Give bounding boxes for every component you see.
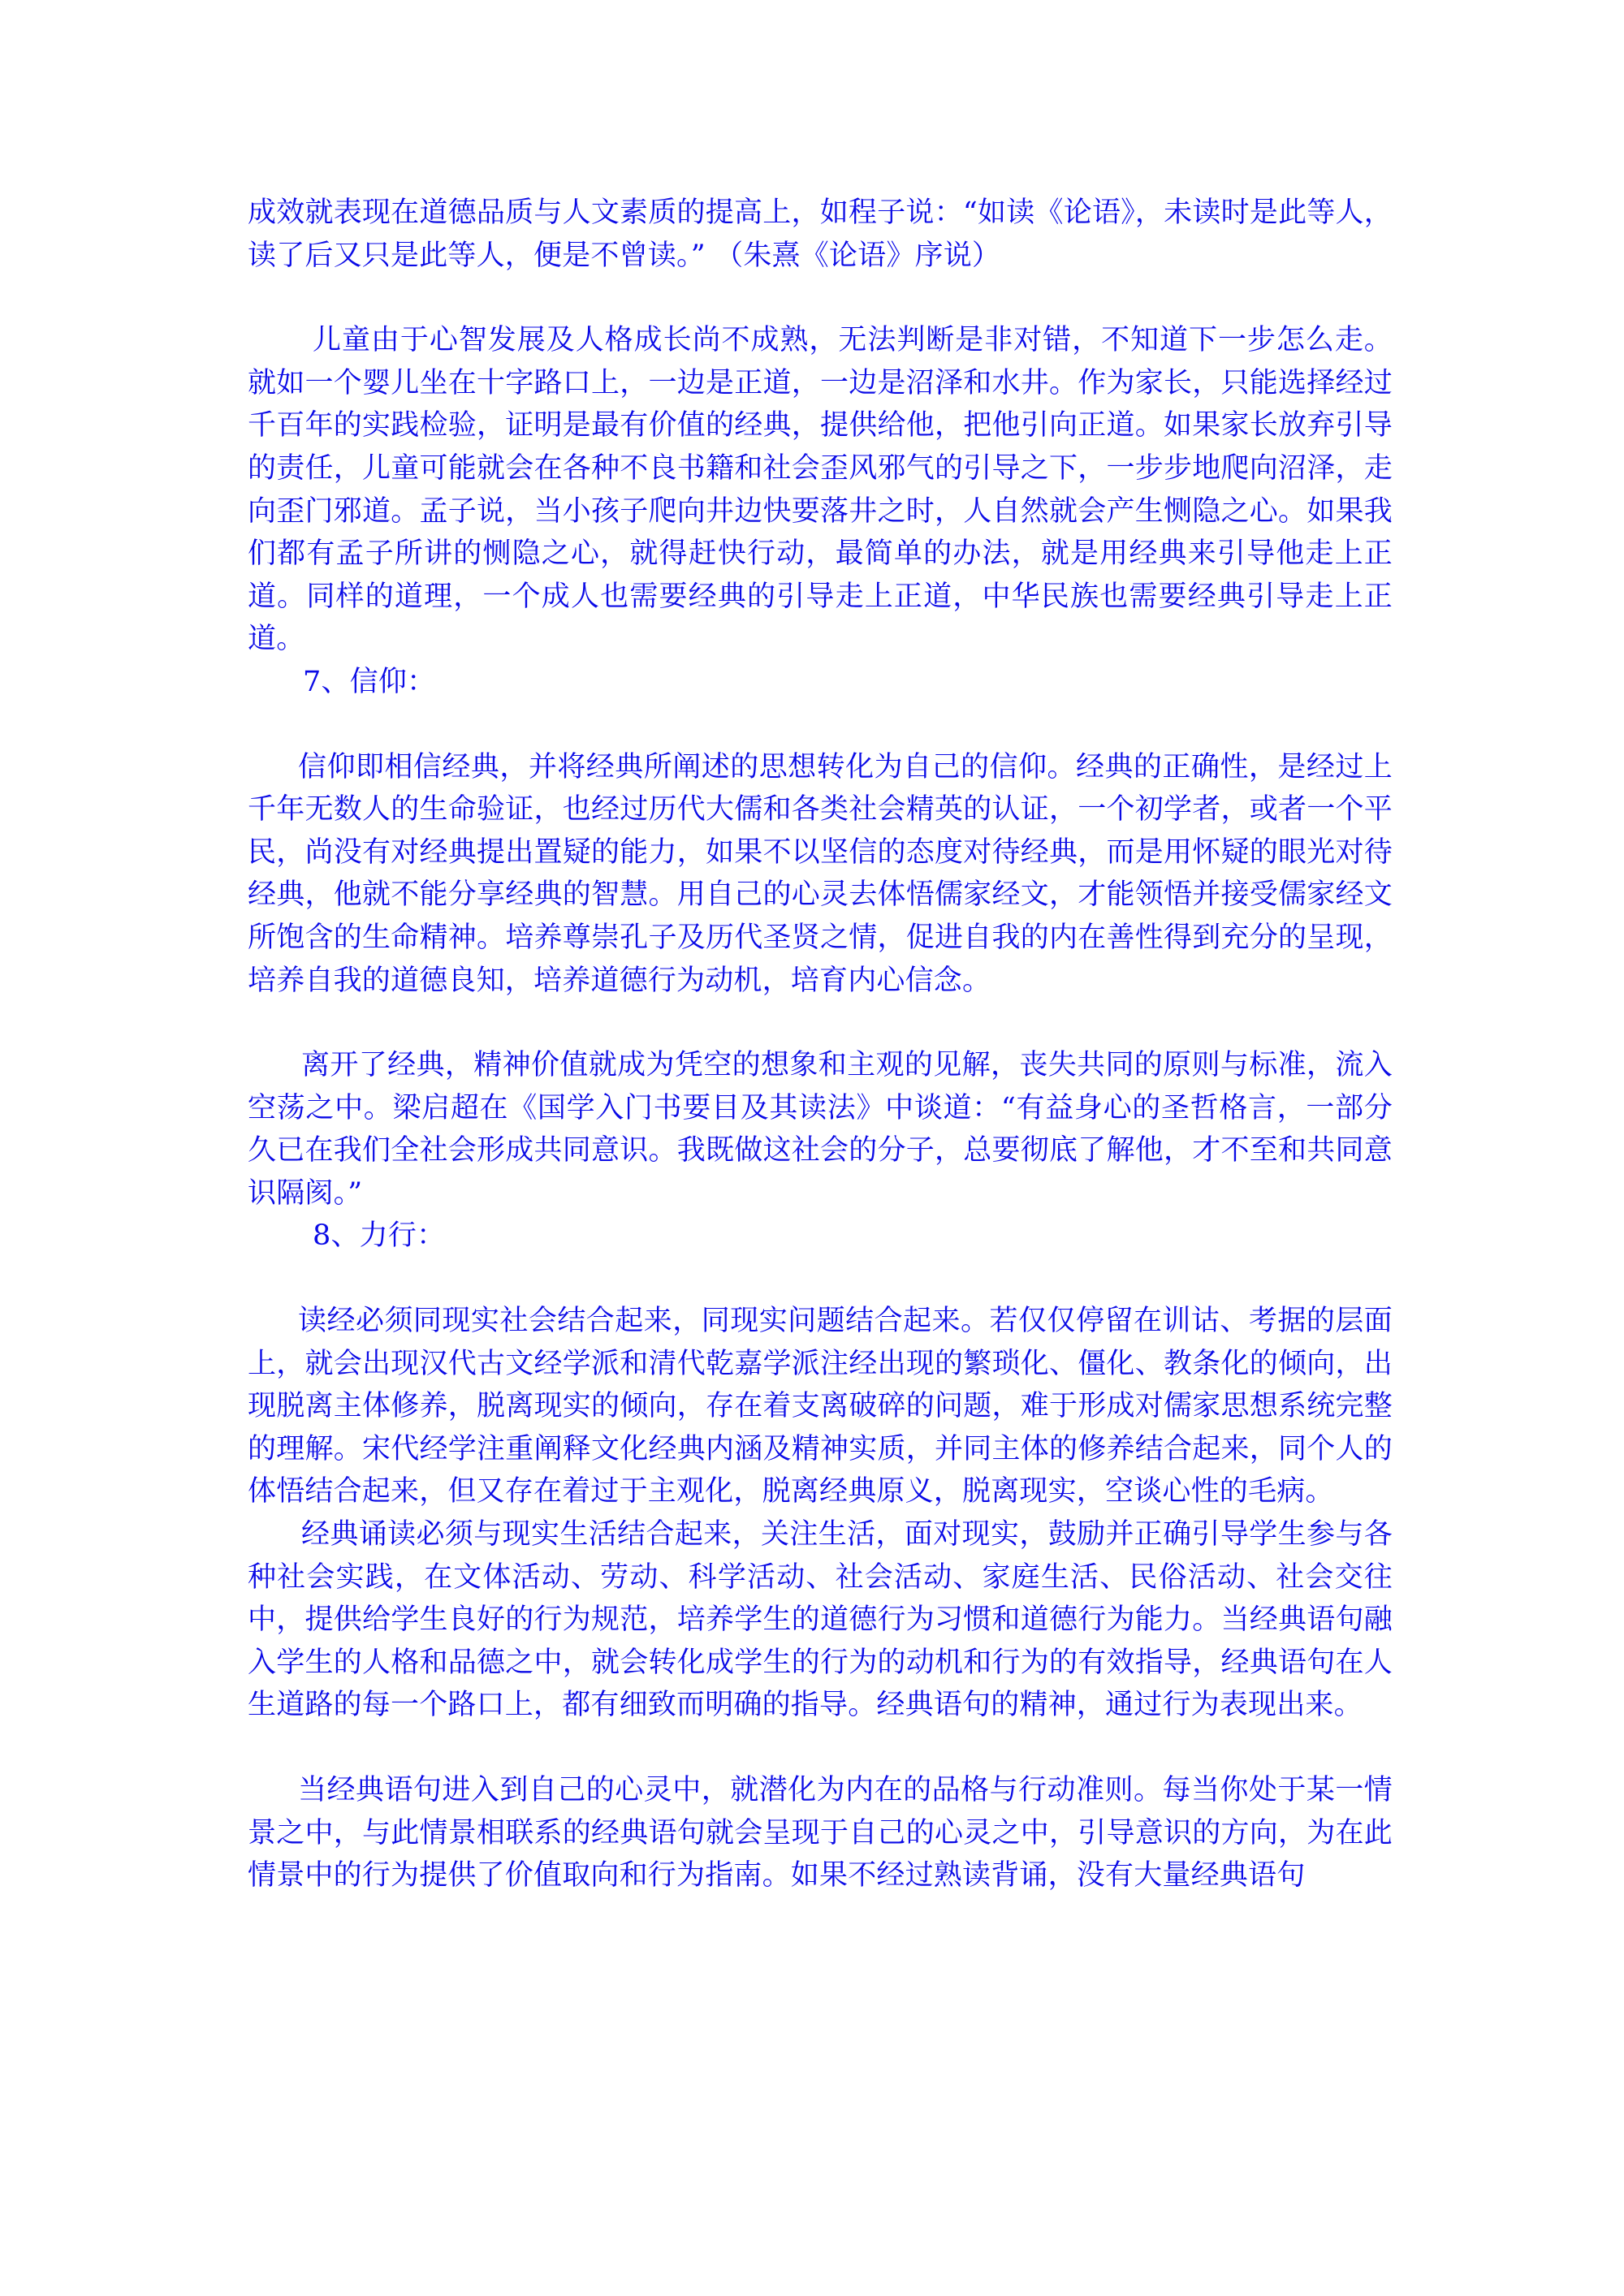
paragraph-liang-qichao: 离开了经典，精神价值就成为凭空的想象和主观的见解，丧失共同的原则与标准，流入空荡之中。梁启超在《国学入门书要目及其读法》中谈道：“有益身心的圣哲格言，一部分久已在我们全社会形成共同意识。我既做这社会的分子，总要彻底了解他，才不至和共同意识隔阂。” [248, 1049, 1393, 1210]
section-heading-practice: 8、力行： [313, 1219, 446, 1253]
paragraph-reading-life: 经典诵读必须与现实生活结合起来，关注生活，面对现实，鼓励并正确引导学生参与各种社会实践，在文体活动、劳动、科学活动、社会活动、家庭生活、民俗活动、社会交往中，提供给学生良好的行为规范，培养学生的道德行为习惯和道德行为能力。当经典语句融入学生的人格和品德之中，就会转化成学生的行为的动机和行为的有效指导，经典语句在人生道路的每一个路口上，都有细致而明确的指导。经典语句的精神，通过行为表现出来。 [248, 1518, 1393, 1722]
section-heading-faith: 7、信仰： [303, 665, 436, 698]
paragraph-inner-character: 当经典语句进入到自己的心灵中，就潜化为内在的品格与行动准则。每当你处于某一情景之中，与此情景相联系的经典语句就会呈现于自己的心灵之中，引导意识的方向，为在此情景中的行为提供了价值取向和行为指南。如果不经过熟读背诵，没有大量经典语句 [248, 1774, 1393, 1892]
paragraph-continuation: 成效就表现在道德品质与人文素质的提高上，如程子说：“如读《论语》，未读时是此等人，读了后又只是此等人，便是不曾读。” （朱熹《论语》序说） [248, 196, 1393, 272]
paragraph-children-guidance: 儿童由于心智发展及人格成长尚不成熟，无法判断是非对错，不知道下一步怎么走。就如一个婴儿坐在十字路口上，一边是正道，一边是沼泽和水井。作为家长，只能选择经过千百年的实践检验，证明是最有价值的经典，提供给他，把他引向正道。如果家长放弃引导的责任，儿童可能就会在各种不良书籍和社会歪风邪气的引导之下，一步步地爬向沼泽，走向歪门邪道。孟子说，当小孩子爬向井边快要落井之时，人自然就会产生恻隐之心。如果我们都有孟子所讲的恻隐之心，就得赶快行动，最简单的办法，就是用经典来引导他走上正道。同样的道理，一个成人也需要经典的引导走上正道，中华民族也需要经典引导走上正道。 [248, 324, 1393, 656]
document-body [248, 192, 1393, 1897]
paragraph-practice: 读经必须同现实社会结合起来，同现实问题结合起来。若仅仅停留在训诂、考据的层面上，就会出现汉代古文经学派和清代乾嘉学派注经出现的繁琐化、僵化、教条化的倾向，出现脱离主体修养，脱离现实的倾向，存在着支离破碎的问题，难于形成对儒家思想系统完整的理解。宋代经学注重阐释文化经典内涵及精神实质，并同主体的修养结合起来，同个人的体悟结合起来，但又存在着过于主观化，脱离经典原义，脱离现实，空谈心性的毛病。 [248, 1305, 1393, 1508]
paragraph-faith: 信仰即相信经典，并将经典所阐述的思想转化为自己的信仰。经典的正确性，是经过上千年无数人的生命验证，也经过历代大儒和各类社会精英的认证，一个初学者，或者一个平民，尚没有对经典提出置疑的能力，如果不以坚信的态度对待经典，而是用怀疑的眼光对待经典，他就不能分享经典的智慧。用自己的心灵去体悟儒家经文，才能领悟并接受儒家经文所饱含的生命精神。培养尊崇孔子及历代圣贤之情，促进自我的内在善性得到充分的呈现，培养自我的道德良知，培养道德行为动机，培育内心信念。 [248, 750, 1393, 997]
